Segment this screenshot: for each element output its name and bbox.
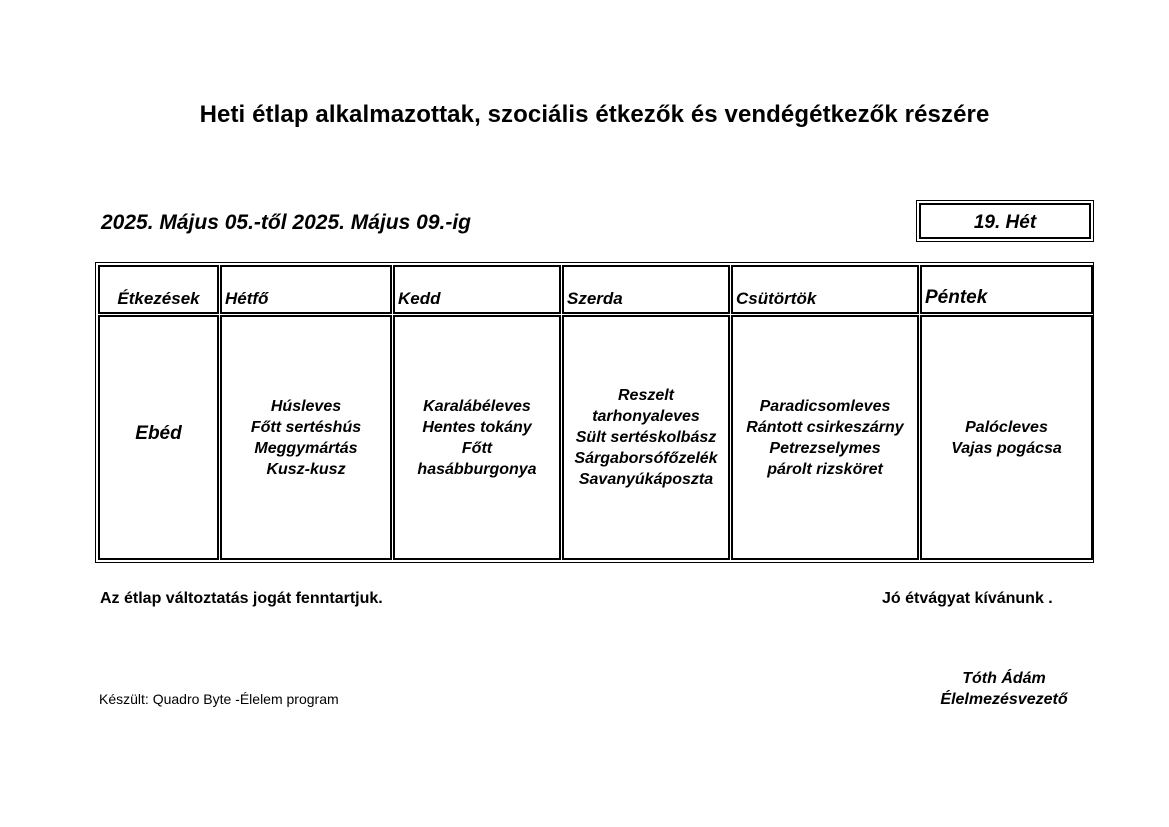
week-label: 19. Hét — [919, 203, 1091, 239]
dish-line: párolt rizsköret — [767, 460, 883, 478]
dish-line: Rántott csirkeszárny — [746, 418, 904, 436]
menu-cell-tuesday — [393, 315, 561, 560]
greeting-text: Jó étvágyat kívánunk . — [882, 590, 1053, 607]
page-title: Heti étlap alkalmazottak, szociális étkezők és vendégétkezők részére — [199, 101, 990, 128]
header-cell-friday: Péntek — [920, 265, 1093, 314]
dish-line: Vajas pogácsa — [951, 439, 1062, 457]
dish-line: Sült sertéskolbász — [575, 429, 717, 446]
disclaimer-text: Az étlap változtatás jogát fenntartjuk. — [100, 590, 383, 607]
dish-line: Hentes tokány — [422, 418, 532, 436]
signer-title: Élelmezésvezető — [940, 691, 1068, 708]
menu-table-frame — [95, 262, 1094, 563]
table-row-lunch — [98, 315, 1093, 560]
dish-line: hasábburgonya — [417, 460, 537, 478]
menu-cell-monday — [220, 315, 392, 560]
header-cell-meals: Étkezések — [98, 265, 219, 314]
week-box — [916, 200, 1094, 242]
dish-line: Sárgaborsófőzelék — [574, 450, 718, 467]
date-range: 2025. Május 05.-től 2025. Május 09.-ig — [101, 211, 471, 234]
header-cell-thursday: Csütörtök — [731, 265, 919, 314]
menu-cell-friday — [920, 315, 1093, 560]
dish-line: Főtt — [461, 439, 493, 457]
menu-cell-thursday — [731, 315, 919, 560]
dish-line: Palócleves — [965, 418, 1048, 436]
menu-cell-wednesday — [562, 315, 730, 560]
made-by-text: Készült: Quadro Byte -Élelem program — [99, 691, 339, 707]
signature-block — [934, 668, 1074, 710]
menu-table — [97, 264, 1094, 561]
dish-line: Kusz-kusz — [266, 460, 346, 478]
dish-line: Karalábéleves — [423, 397, 531, 415]
dish-line: Reszelt — [617, 387, 675, 404]
dish-line: Petrezselymes — [769, 439, 881, 457]
dish-line: Meggymártás — [254, 439, 358, 457]
header-cell-monday: Hétfő — [220, 265, 392, 314]
dish-line: Savanyúkáposzta — [578, 471, 714, 488]
dish-line: Főtt sertéshús — [250, 418, 362, 436]
signer-name: Tóth Ádám — [962, 670, 1046, 687]
dish-line: Húsleves — [270, 397, 342, 415]
header-cell-wednesday: Szerda — [562, 265, 730, 314]
table-header-row — [98, 265, 1093, 314]
dish-line: Paradicsomleves — [759, 397, 891, 415]
dish-line: tarhonyaleves — [592, 408, 700, 425]
meal-cell-lunch: Ebéd — [98, 315, 219, 560]
header-cell-tuesday: Kedd — [393, 265, 561, 314]
